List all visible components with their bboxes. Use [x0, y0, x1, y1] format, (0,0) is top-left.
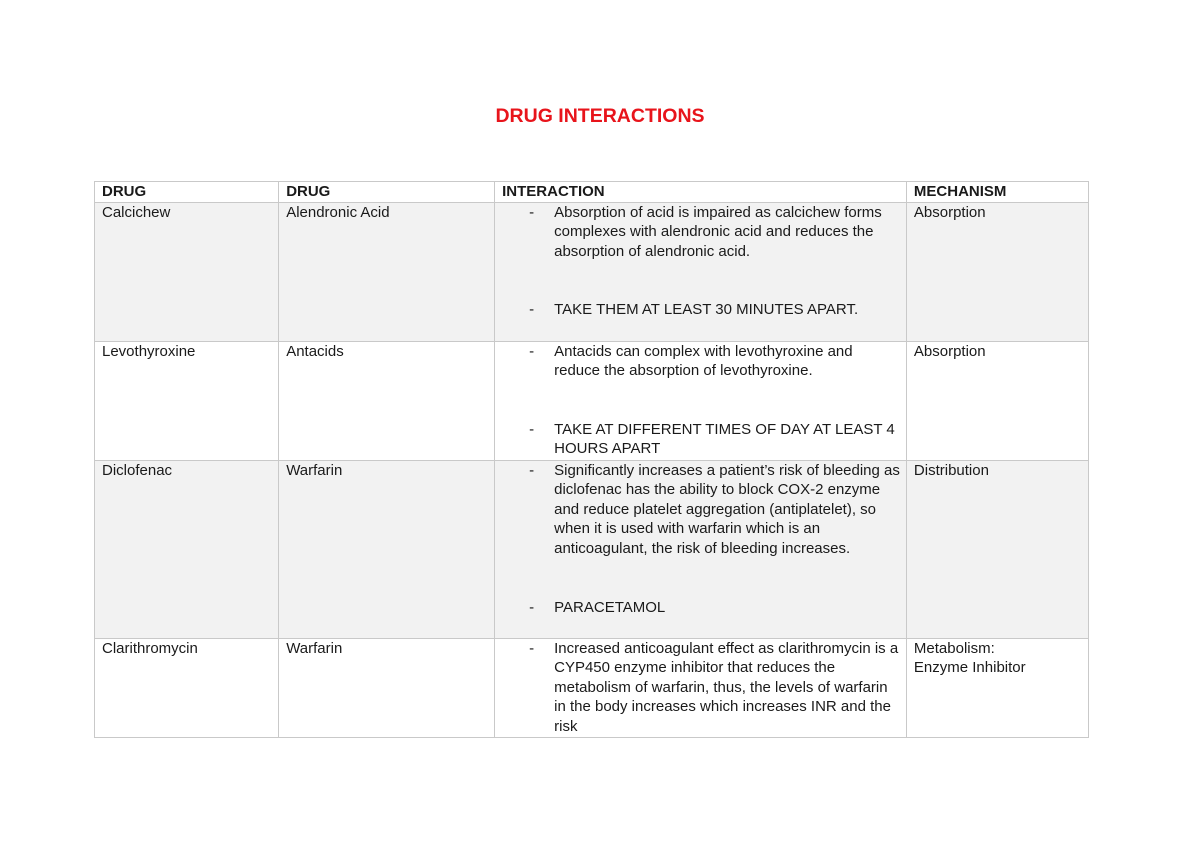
- drug-1-cell: Calcichew: [95, 202, 279, 341]
- page-title: DRUG INTERACTIONS: [495, 105, 705, 127]
- interaction-points: [502, 461, 900, 618]
- interaction-point-text: Antacids can complex with levothyroxine and reduce the absorption of levothyroxine.: [554, 342, 853, 380]
- mechanism-text: Enzyme Inhibitor: [913, 659, 1026, 677]
- interaction-point: - Increased anticoagulant effect as clarithromycin is a CYP450 enzyme inhibitor that reduces the metabolism of warfarin, thus, the levels of warfarin in the body increases which increases INR and the risk: [529, 639, 899, 735]
- header-drug-2: DRUG: [279, 182, 495, 203]
- mechanism-cell: [906, 202, 1088, 341]
- interaction-point: - Antacids can complex with levothyroxine and reduce the absorption of levothyroxine.: [529, 342, 853, 380]
- interaction-point-text: Significantly increases a patient’s risk of bleeding as diclofenac has the ability to block COX-2 enzyme and reduce platelet aggregation (antiplatelet), so when it is used with warfarin which is an anticoagulant, the risk of bleeding increases.: [554, 461, 900, 557]
- mechanism-cell: [906, 341, 1088, 460]
- interaction-points: [502, 639, 900, 737]
- mechanism-text: Absorption: [913, 342, 986, 360]
- interaction-point: - TAKE THEM AT LEAST 30 MINUTES APART.: [529, 301, 859, 319]
- table-header-row: [95, 182, 1089, 203]
- mechanism-cell: [906, 638, 1088, 737]
- header-drug-1: DRUG: [95, 182, 279, 203]
- mechanism-text: Absorption: [913, 203, 986, 221]
- mechanism-text: Distribution: [913, 461, 989, 479]
- table-row: [95, 460, 1089, 638]
- interaction-point-text: Absorption of acid is impaired as calcichew forms complexes with alendronic acid and reduces the absorption of alendronic acid.: [554, 203, 882, 260]
- mechanism-cell: [906, 460, 1088, 638]
- header-mechanism: MECHANISM: [906, 182, 1088, 203]
- interaction-point: - Absorption of acid is impaired as calcichew forms complexes with alendronic acid and reduces the absorption of alendronic acid.: [529, 203, 882, 260]
- interaction-point-text: Increased anticoagulant effect as clarithromycin is a CYP450 enzyme inhibitor that reduces the metabolism of warfarin, thus, the levels of warfarin in the body increases which increases INR and the risk: [554, 639, 899, 735]
- drug-interactions-table: [94, 181, 1089, 738]
- table-row: [95, 638, 1089, 737]
- interaction-point-text: TAKE THEM AT LEAST 30 MINUTES APART.: [554, 301, 859, 319]
- drug-1-cell: Levothyroxine: [95, 341, 279, 460]
- drug-2-cell: Warfarin: [279, 638, 495, 737]
- table-row: [95, 341, 1089, 460]
- interaction-cell: [495, 202, 907, 341]
- drug-2-cell: Antacids: [279, 341, 495, 460]
- drug-2-cell: Warfarin: [279, 460, 495, 638]
- interaction-cell: [495, 638, 907, 737]
- interaction-point: - Significantly increases a patient’s risk of bleeding as diclofenac has the ability to block COX-2 enzyme and reduce platelet aggregation (antiplatelet), so when it is used with warfarin which is an anticoagulant, the risk of bleeding increases.: [529, 461, 900, 557]
- drug-1-cell: Clarithromycin: [95, 638, 279, 737]
- interaction-point: - TAKE AT DIFFERENT TIMES OF DAY AT LEAST 4 HOURS APART: [529, 420, 895, 458]
- interaction-cell: [495, 460, 907, 638]
- interaction-cell: [495, 341, 907, 460]
- interaction-point-text: PARACETAMOL: [554, 598, 666, 616]
- interaction-points: [502, 342, 900, 459]
- drug-2-cell: Alendronic Acid: [279, 202, 495, 341]
- interaction-points: [502, 203, 900, 320]
- interaction-point-text: TAKE AT DIFFERENT TIMES OF DAY AT LEAST 4 HOURS APART: [554, 420, 895, 458]
- drug-1-cell: Diclofenac: [95, 460, 279, 638]
- table-row: [95, 202, 1089, 341]
- interaction-point: - PARACETAMOL: [529, 598, 666, 616]
- header-interaction: INTERACTION: [495, 182, 907, 203]
- mechanism-text: Metabolism:: [913, 639, 995, 657]
